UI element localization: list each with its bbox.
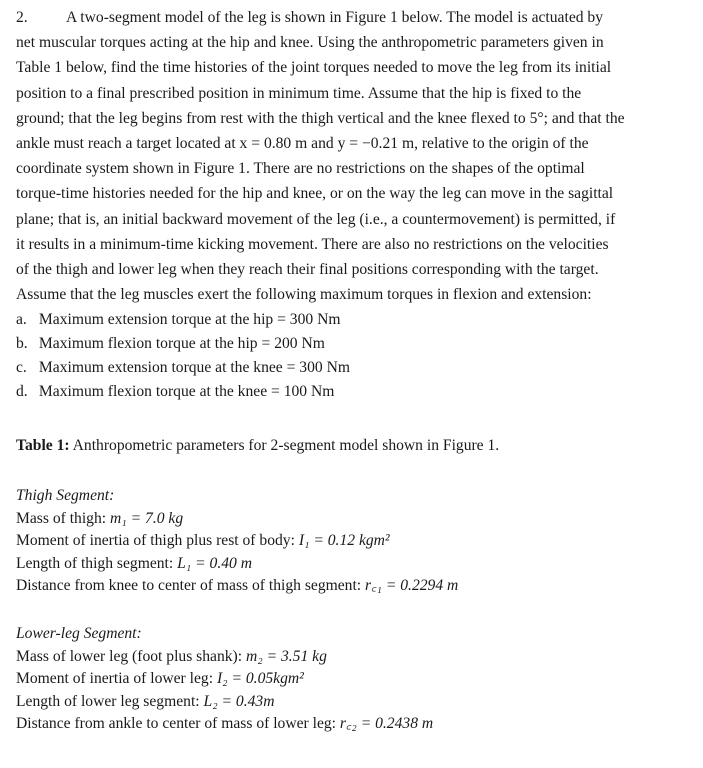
thigh-segment-section xyxy=(16,485,458,598)
thigh-inertia-row: Moment of inertia of thigh plus rest of body: I₁ = 0.12 kgm² xyxy=(16,532,390,549)
list-item xyxy=(16,332,616,356)
lower-leg-section-title: Lower-leg Segment: xyxy=(16,625,142,642)
list-item xyxy=(16,308,616,332)
lower-leg-inertia-row: Moment of inertia of lower leg: I₂ = 0.05kgm² xyxy=(16,670,304,687)
lower-leg-length-row: Length of lower leg segment: L₂ = 0.43m xyxy=(16,692,275,710)
problem-line: net muscular torques acting at the hip and knee. Using the anthropometric parameters given in xyxy=(16,34,604,52)
problem-line: Assume that the leg muscles exert the following maximum torques in flexion and extension: xyxy=(16,286,592,304)
problem-line: of the thigh and lower leg when they reach their final positions corresponding with the target. xyxy=(16,261,599,279)
problem-statement xyxy=(16,5,684,307)
table-caption xyxy=(16,437,499,455)
thigh-length-row: Length of thigh segment: L₁ = 0.40 m xyxy=(16,554,252,572)
problem-line: torque-time histories needed for the hip and knee, or on the way the leg can move in the sagittal xyxy=(16,185,614,203)
thigh-mass-row: Mass of thigh: m₁ = 7.0 kg xyxy=(16,509,184,527)
lower-leg-mass-row: Mass of lower leg (foot plus shank): m₂ = 3.51 kg xyxy=(16,647,327,665)
list-item-text: Maximum flexion torque at the hip = 200 Nm xyxy=(38,335,325,352)
torque-list xyxy=(16,308,616,404)
thigh-com-row: Distance from knee to center of mass of thigh segment: r꜀₁ = 0.2294 m xyxy=(16,577,459,594)
problem-line: ground; that the leg begins from rest with the thigh vertical and the knee flexed to 5°; and that the xyxy=(16,109,625,127)
problem-line: position to a final prescribed position in minimum time. Assume that the hip is fixed to the xyxy=(16,84,582,102)
list-item-label: a. xyxy=(16,311,27,328)
lower-leg-segment-section xyxy=(16,623,433,736)
thigh-section-title: Thigh Segment: xyxy=(16,487,115,504)
problem-line: coordinate system shown in Figure 1. There are no restrictions on the shapes of the optimal xyxy=(16,160,585,178)
lower-leg-com-row: Distance from ankle to center of mass of lower leg: r꜀₂ = 0.2438 m xyxy=(16,715,434,732)
problem-line: 2. A two-segment model of the leg is shown in Figure 1 below. The model is actuated by xyxy=(16,5,684,30)
list-item-text: Maximum flexion torque at the knee = 100 Nm xyxy=(38,383,335,400)
table-label: Table 1: xyxy=(16,437,70,454)
list-item-label: c. xyxy=(16,359,27,376)
problem-line: ankle must reach a target located at x = 0.80 m and y = −0.21 m, relative to the origin of the xyxy=(16,135,589,153)
problem-line: it results in a minimum-time kicking movement. There are also no restrictions on the velocities xyxy=(16,235,609,253)
problem-line: plane; that is, an initial backward movement of the leg (i.e., a countermovement) is permitted, if xyxy=(16,210,616,228)
problem-line: Table 1 below, find the time histories of the joint torques needed to move the leg from its initial xyxy=(16,59,612,77)
list-item xyxy=(16,356,616,380)
list-item xyxy=(16,380,616,404)
list-item-label: d. xyxy=(16,383,28,400)
list-item-text: Maximum extension torque at the knee = 300 Nm xyxy=(38,359,350,376)
table-caption-text: Anthropometric parameters for 2-segment model shown in Figure 1. xyxy=(72,437,500,454)
list-item-label: b. xyxy=(16,335,28,352)
list-item-text: Maximum extension torque at the hip = 300 Nm xyxy=(38,311,341,328)
problem-number: 2. xyxy=(16,9,28,26)
